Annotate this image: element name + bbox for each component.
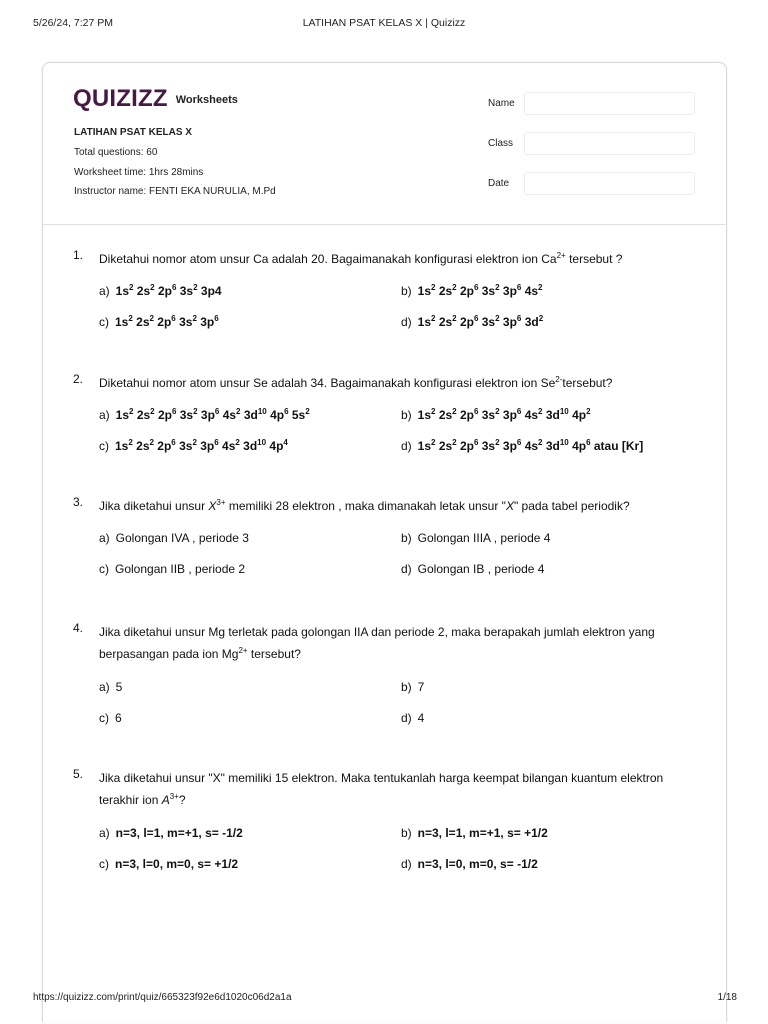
option-text: 6 <box>115 711 122 725</box>
option-key: d) <box>401 315 412 329</box>
total-questions: Total questions: 60 <box>74 147 158 158</box>
product-label: Worksheets <box>175 94 238 106</box>
answer-option-d <box>401 711 424 725</box>
date-field[interactable] <box>524 172 695 195</box>
answer-option-b <box>401 284 543 298</box>
class-label: Class <box>488 138 514 149</box>
option-key: d) <box>401 857 412 871</box>
option-text: $1s^2$ $2s^2$ $2p^6$ $3s^2$ 3p4 <box>115 283 222 298</box>
option-text: $1s^2$ $2s^2$ $2p^6$ $3s^2$ $3p^6$ $4s^2$ $3d^{10}$ $4p^4$ <box>115 438 288 453</box>
option-text: $1s^2$ $2s^2$ $2p^6$ $3s^2$ $3p^6$ $4s^2$ $3d^{10}$ $4p^6$ $5s^2$ <box>115 407 310 422</box>
option-key: b) <box>401 826 412 840</box>
question-number: 2. <box>73 372 84 386</box>
option-key: c) <box>99 562 109 576</box>
answer-option-d <box>401 857 538 871</box>
question-text: Diketahui nomor atom unsur Se adalah 34. Bagaimanakah konfigurasi elektron ion $Se^{2-}tersebut$? <box>99 375 613 390</box>
instructor-name: Instructor name: FENTI EKA NURULIA, M.Pd <box>74 186 276 197</box>
question-number: 4. <box>73 621 84 635</box>
answer-option-a <box>99 826 243 840</box>
print-datetime: 5/26/24, 7:27 PM <box>33 17 113 29</box>
option-key: c) <box>99 711 109 725</box>
option-key: a) <box>99 680 110 694</box>
option-key: b) <box>401 284 412 298</box>
option-text: n=3, l=0, m=0, s= +1/2 <box>115 857 239 871</box>
print-url: https://quizizz.com/print/quiz/665323f92e6d1020c06d2a1a <box>33 992 292 1003</box>
answer-option-d <box>401 439 643 453</box>
option-key: c) <box>99 315 109 329</box>
answer-option-c <box>99 439 288 453</box>
answer-option-c <box>99 315 219 329</box>
answer-option-a <box>99 531 249 545</box>
option-text: Golongan IIB , periode 2 <box>115 562 246 576</box>
option-text: Golongan IIIA , periode 4 <box>417 531 551 545</box>
name-label: Name <box>488 98 515 109</box>
option-key: c) <box>99 439 109 453</box>
question-number: 3. <box>73 495 84 509</box>
question-text: Jika diketahui unsur "X" memiliki 15 elektron. Maka tentukanlah harga keempat bilangan kuantum elektron terakhir ion $A^{3+}$? <box>99 771 664 807</box>
option-key: a) <box>99 408 110 422</box>
worksheet-header <box>43 63 726 225</box>
option-key: c) <box>99 857 109 871</box>
option-text: $1s^2$ $2s^2$ $2p^6$ $3s^2$ $3p^6$ $3d^2$ <box>417 314 544 329</box>
option-text: Golongan IVA , periode 3 <box>115 531 249 545</box>
page-number: 1/18 <box>717 992 737 1003</box>
question-text: Jika diketahui unsur $X^{3+}$ memiliki 28 elektron , maka dimanakah letak unsur "X" pada tabel periodik? <box>99 498 630 513</box>
answer-option-b <box>401 531 550 545</box>
option-key: b) <box>401 531 412 545</box>
worksheet-title: LATIHAN PSAT KELAS X <box>74 127 192 138</box>
option-text: 5 <box>115 680 123 694</box>
option-text: $1s^2$ $2s^2$ $2p^6$ $3s^2$ $3p^6$ $4s^2$ $3d^{10}$ $4p^6$ atau [Kr] <box>417 438 644 453</box>
name-field[interactable] <box>524 92 695 115</box>
answer-option-c <box>99 562 245 576</box>
option-key: a) <box>99 826 110 840</box>
option-key: d) <box>401 439 412 453</box>
question-text: Jika diketahui unsur Mg terletak pada golongan IIA dan periode 2, maka berapakah jumlah elektron yang berpasangan pada ion $Mg^{2+}$ tersebut? <box>99 625 655 661</box>
answer-option-d <box>401 562 544 576</box>
option-key: b) <box>401 680 412 694</box>
answer-option-a <box>99 284 222 298</box>
answer-option-b <box>401 408 591 422</box>
date-label: Date <box>488 178 510 189</box>
option-text: n=3, l=0, m=0, s= -1/2 <box>417 857 538 871</box>
option-key: b) <box>401 408 412 422</box>
answer-option-a <box>99 680 122 694</box>
print-header <box>33 17 735 31</box>
option-text: $1s^2$ $2s^2$ $2p^6$ $3s^2$ $3p^6$ <box>115 314 219 329</box>
answer-option-d <box>401 315 543 329</box>
option-text: $1s^2$ $2s^2$ $2p^6$ $3s^2$ $3p^6$ $4s^2$ <box>417 283 543 298</box>
question-number: 5. <box>73 767 84 781</box>
answer-option-c <box>99 857 238 871</box>
print-footer <box>33 992 737 1006</box>
option-key: a) <box>99 284 110 298</box>
option-key: d) <box>401 562 412 576</box>
question-number: 1. <box>73 248 84 262</box>
class-field[interactable] <box>524 132 695 155</box>
option-text: 4 <box>417 711 425 725</box>
worksheet-time: Worksheet time: 1hrs 28mins <box>74 167 204 178</box>
brand <box>73 85 238 113</box>
answer-option-b <box>401 826 548 840</box>
answer-option-c <box>99 711 122 725</box>
option-text: 7 <box>417 680 425 694</box>
answer-option-b <box>401 680 424 694</box>
option-text: n=3, l=1, m=+1, s= +1/2 <box>417 826 548 840</box>
answer-option-a <box>99 408 310 422</box>
option-text: $1s^2$ $2s^2$ $2p^6$ $3s^2$ $3p^6$ $4s^2$ $3d^{10}$ $4p^2$ <box>417 407 591 422</box>
option-text: n=3, l=1, m=+1, s= -1/2 <box>115 826 243 840</box>
option-key: d) <box>401 711 412 725</box>
question-text: Diketahui nomor atom unsur Ca adalah 20. Bagaimanakah konfigurasi elektron ion $Ca^{2+}$ tersebut ? <box>99 251 623 266</box>
quizizz-logo: QUIZIZZ <box>73 85 168 112</box>
option-text: Golongan IB , periode 4 <box>417 562 545 576</box>
option-key: a) <box>99 531 110 545</box>
print-page-title: LATIHAN PSAT KELAS X | Quizizz <box>302 17 466 29</box>
